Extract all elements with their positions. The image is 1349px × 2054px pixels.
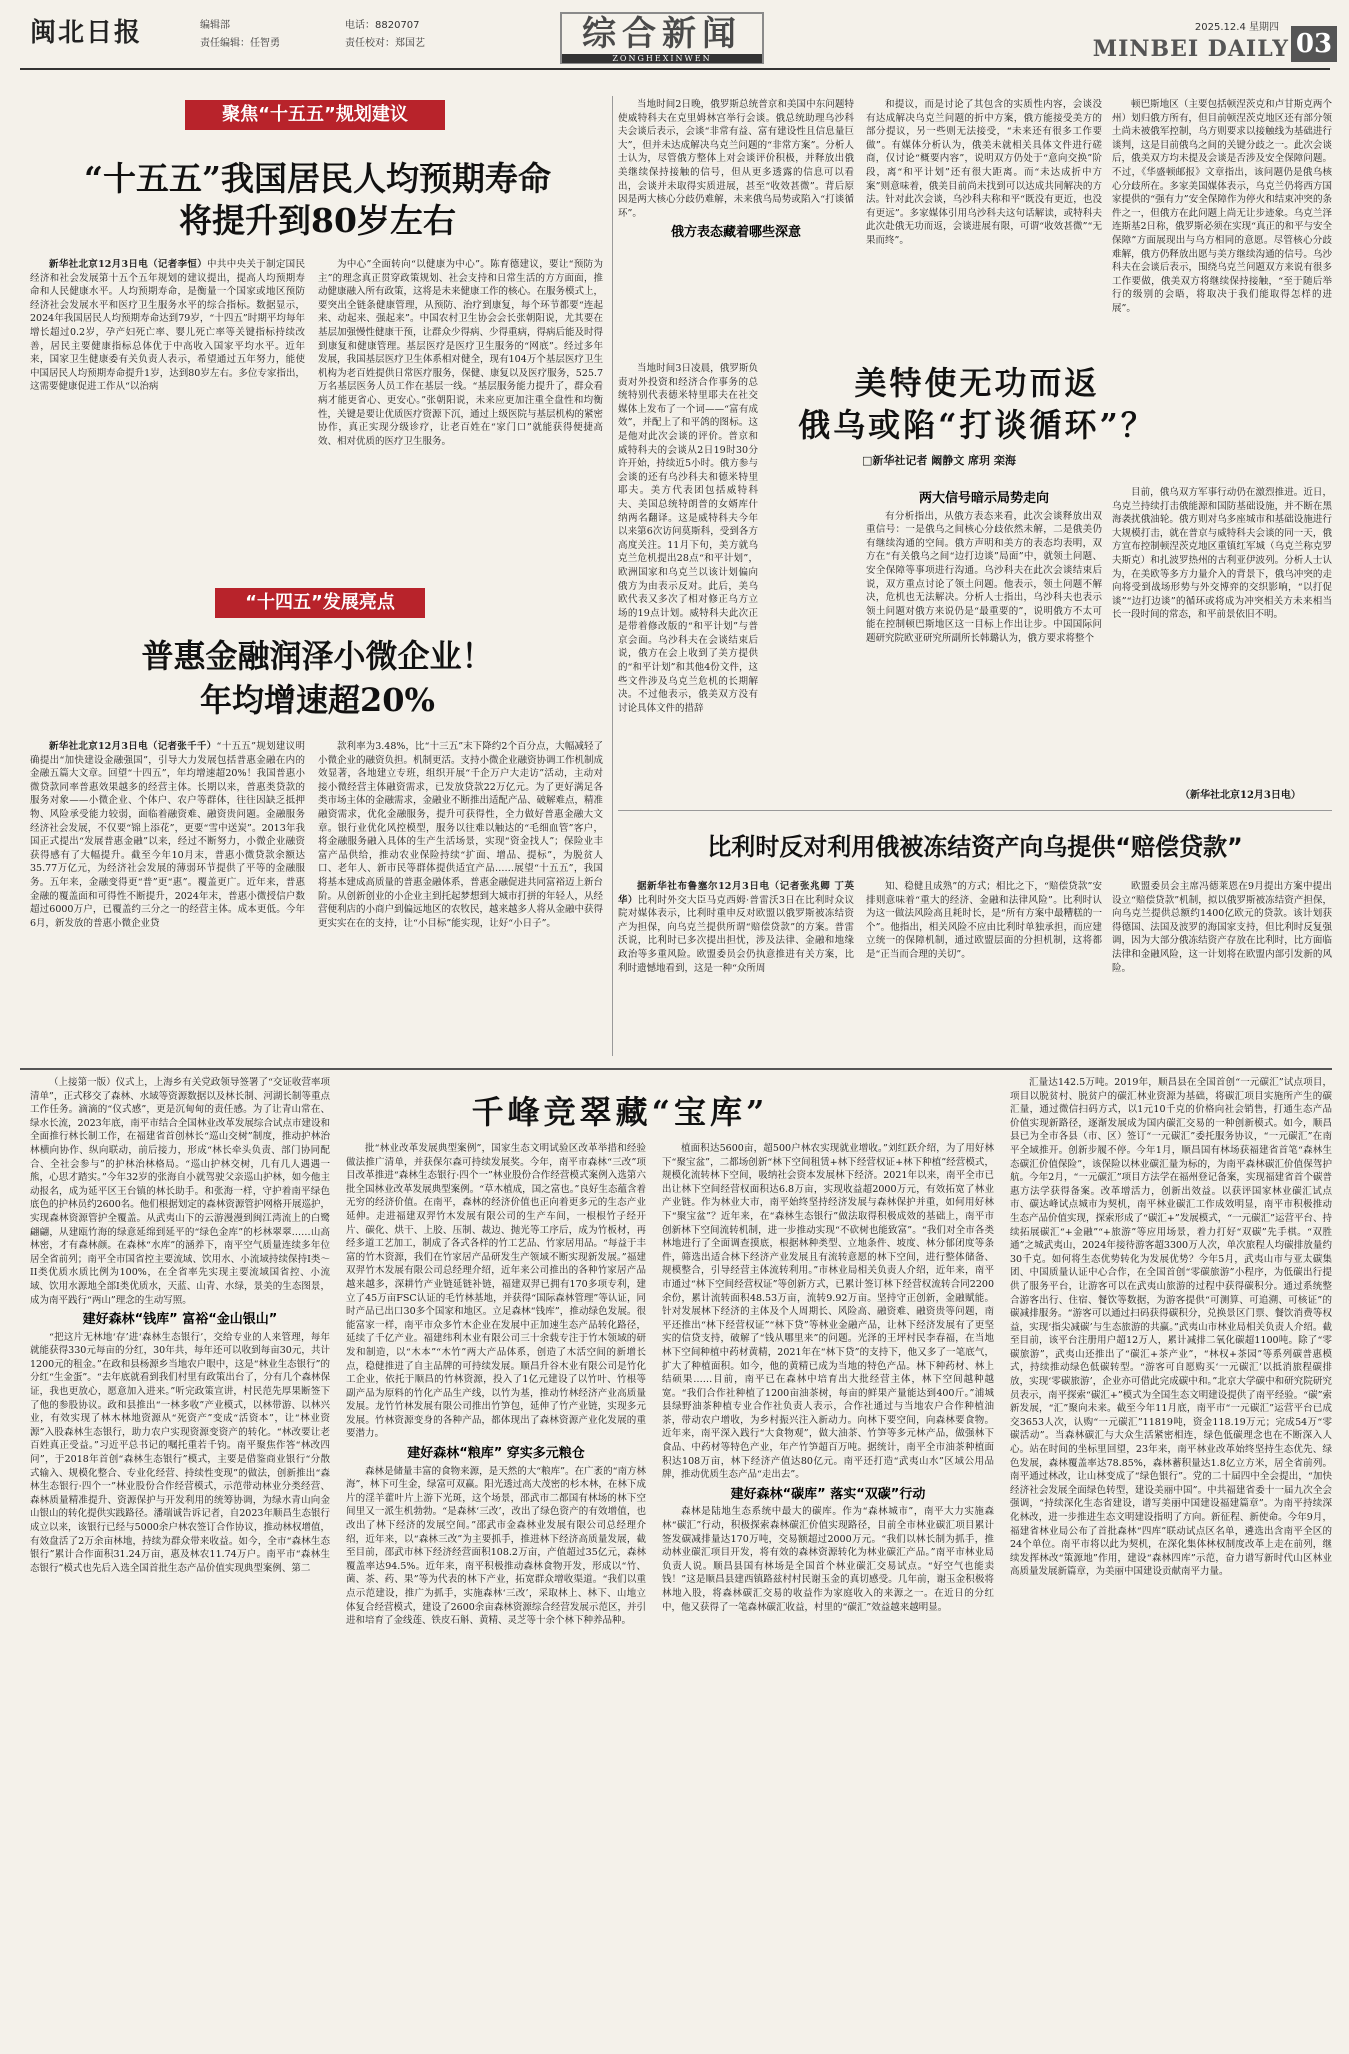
story4-col3 [1112, 880, 1332, 1060]
story5-col1 [30, 1076, 330, 2036]
story3-headline [772, 362, 1182, 446]
paper-name: MINBEI DAILY [1092, 36, 1289, 62]
story1-text1: 中共中央关于制定国民经济和社会发展第十五个五年规划的建议提出，提高人均预期寿命和人民健康水平。人均预期寿命，是衡量一个国家或地区预防经济社会发展水平和医疗卫生服务水平的综合指标。数据显示，2024年我国居民人均预期寿命达到79岁，“十四五”时期平均每年增长超过0.2岁，孕产妇死亡率、婴儿死亡率等关键指标持续改善，居民主要健康指标总体优于中高收入国家平均水平。近年来，国家卫生健康委有关负责人表示，希望通过五年努力，能使中国居民人均预期寿命提升1岁，达到80岁左右。多位专家指出，这需要健康促进工作从“以治病 [30, 259, 305, 393]
story2-col2 [318, 740, 603, 1060]
story3-col1b [618, 362, 758, 812]
story5-subhead2: 建好森林“粮库” 穿实多元粮仓 [407, 1446, 585, 1462]
section-rule [20, 1068, 1332, 1070]
story3-text3b: 目前，俄乌双方军事行动仍在激烈推进。近日，乌克兰持续打击俄能源和国防基础设施，并不断在黑海袭扰俄油轮。俄方则对乌多座城市和基础设施进行大规模打击，就在普京与威特科夫会谈的同一天，俄方宣布控制顿涅茨克地区重镇红军城（乌克兰称克罗夫斯克）和扎波罗热州的古利亚伊波列。分析人士认为，在美欧等多方力量介入的背景下，俄乌冲突的走向将受到战场形势与外交博弈的交织影响，“以打促谈”“边打边谈”的循环或将成为冲突相关方未来相当长一段时间的常态，和平前景依旧不明。 [1112, 487, 1332, 621]
story5-text2: 批“林业改革发展典型案例”，国家生态文明试验区改革举措和经验做法推广清单，并获保尔森可持续发展奖。今年，南平市森林“三改”项目改革推进“森林生态银行·四个一”林业股份合作经营模式案例入选第六批全国林业改革发展典型案例。“草木植成，国之富也。”良好生态蕴含着无穷的经济价值。在南平，森林的经济价值也正向着更多元的生态产业延伸。走进福建双羿竹木发展有限公司的生产车间，一根根竹子经开片、碳化、烘干、上胶、压制、裁边、抛光等工序后，成为竹板材，再经多道工艺加工，制成了各式各样的竹工艺品、竹家居用品。“每益于丰富的竹木资源，我们在竹家居产品研发生产领域不断实现新发展。”福建双羿竹木发展有限公司总经理介绍，近年来公司推出的各种竹家居产品越来越多，深耕竹产业链延链补链，福建双羿已拥有170多项专利，建立了45万亩FSC认证的毛竹林基地，并获得“国际森林管理”等认证，同时产品已出口30多个国家和地区。立足森林“钱库”，推动绿色发展。很能富家一样，南平市众多竹木企业在发展中正加速生态产品转化路径，延续了千亿产业。福建纬利木业有限公司三十余载专注于竹木领域的研发和制造，以“木本”“木竹”两大产品体系，创造了木活空间的新增长点，稳健推进了自主品牌的可持续发展。顺昌升谷木业有限公司是竹化工企业，依托于顺昌的竹林资源，投入了1亿元建设了以竹叶、竹根等副产品为原料的竹化产品生产线，以竹为基，推动竹林经济产业高质量发展。龙竹竹林发展有限公司推出竹笋包，延伸了竹产业链，实现多元发展。竹林资源变身的各种产品，都体现出了森林资源产业化发展的重要潜力。 [346, 1143, 646, 1440]
story3-text2: 和提议，而是讨论了其包含的实质性内容，会谈没有达成解决乌克兰问题的折中方案，俄方能接受美方的部分提议，另一些则无法接受，“未来还有很多工作要做”。有媒体分析认为，俄美未就相关具体文件进行磋商，仅讨论“概要内容”，说明双方仍处于“意向交换”阶段，离“和平计划”还有很大距离。而“未达成折中方案”则意味着，俄美目前尚未找到可以达成共同解决的方法。针对此次会谈，乌沙科夫称和平“既没有更近，也没有更远”。多家媒体引用乌沙科夫这句话解读，或特科夫此次赴俄无功而返，会谈进展有限，可谓“收效甚微”“无果而终”。 [866, 99, 1102, 246]
story4-byline: 据新华社布鲁塞尔12月3日电（记者张兆卿 丁英华） [618, 881, 854, 906]
story3-subhead1: 俄方表态藏着哪些深意 [670, 225, 801, 241]
proofreader-credit: 责任校对：郑国艺 [345, 38, 425, 49]
story3-headline-line1: 美特使无功而返 [854, 364, 1100, 402]
story4-rule [618, 810, 1332, 811]
column-divider [612, 96, 613, 1056]
story5-col4 [1010, 1076, 1332, 2036]
story2-col1 [30, 740, 305, 1060]
story5-headline: 千峰竞翠藏“宝库” [471, 1093, 769, 1131]
story2-headline-line2: 年均增速超20% [200, 681, 435, 719]
story3-col2 [866, 98, 1102, 360]
story2-headline-line1: 普惠金融润泽小微企业！ [141, 637, 494, 675]
story1-headline-line1: “十五五”我国居民人均预期寿命 [84, 159, 551, 198]
story3-text1: 当地时间2日晚，俄罗斯总统普京和美国中东问题特使威特科夫在克里姆林宫举行会谈。俄总统助理乌沙科夫会谈后表示，会谈“非常有益、富有建设性且信息量巨大”，但并未达成解决乌克兰问题的“非常方案”。分析人士认为，尽管俄方整体上对会谈评价积极，并释放出俄美继续保持接触的信号，但从更多透露的信息可以看出，会谈并未取得实质进展，甚至“收效甚微”。背后原因是两大核心分歧仍难解，未来俄乌局势或陷入“打谈循环”。 [618, 99, 854, 219]
story3-byline: □新华社记者 阚静文 席玥 栾海 [862, 454, 1016, 467]
story3-subhead2: 两大信号暗示局势走向 [918, 491, 1049, 506]
story1-kicker: 聚焦“十五五”规划建议 [185, 100, 445, 130]
page-number: 03 [1291, 26, 1337, 62]
story3-col3b [1112, 486, 1332, 786]
story5-text4: 汇量达142.5万吨。2019年，顺昌县在全国首创“一元碳汇”试点项目，项目以脱贫村、脱贫户的碳汇林业资源为基础，将碳汇项目实施所产生的碳汇量，通过微信扫码方式，以1元10千克的价格向社会销售，打通生态产品价值实现新路径，逐渐发展成为国内碳汇交易的一种创新模式。如今，顺昌县已为全市各县（市、区）签订“一元碳汇”委托服务协议，“一元碳汇”在南平全域推开。创新步履不停。今年1月，顺昌国有林场获福建省首笔“森林生态碳汇价值保险”，该保险以林业碳汇量为标的，为南平森林碳汇价值保驾护航。今年2月，“一元碳汇”项目方法学在福州登记备案，实现福建省首个碳普惠方法学获得备案。改革增活力，创新出效益。以获评国家林业碳汇试点市、碳达峰试点城市为契机，南平林业碳汇工作成效明显，南平市积极推动生态产品价值实现，探索形成了“碳汇+”发展模式，“一元碳汇”运营平台、持续拓展碳汇“+金融”“+旅游”等应用场景，着力打好“双碳”先手棋。“双胜通”之城武夷山，2024年接待游客超3300万人次，单次旅程人均碳排放量约30千克。如何将生态优势转化为发展优势？今年5月，武夷山市与亚太碳集团、中国质量认证中心合作，在全国首创“零碳旅游”小程序，为低碳出行提供了服务平台，让游客可以在武夷山旅游的过程中获得碳积分。通过系统整合游客出行、住宿、餐饮等数据，为游客提供“可测算、可追溯、可核证”的碳减排服务。“游客可以通过扫码获得碳积分，兑换景区门票、餐饮消费等权益，实现‘指尖减碳’与生态旅游的共赢。”武夷山市林业局相关负责人介绍。截至目前，该平台注册用户超12万人，累计减排二氧化碳超1100吨。除了“零碳旅游”，武夷山还推出了“碳汇+茶产业”，“林权+茶园”等系列碳普惠模式，持续推动绿色低碳转型。“游客可自愿购买‘一元碳汇’以抵消旅程碳排放，实现‘零碳旅游’，企业亦可借此完成碳中和。”北京大学碳中和研究院研究员表示，南平探索“碳汇+”模式为全国生态文明建设提供了南平经验。“碳”索新发展，“汇”聚向未来。截至今年11月底，南平市“一元碳汇”运营平台已成交3653人次，认购“一元碳汇”11819吨，资金118.19万元；完成54万“零碳活动”。当森林碳汇与大众生活紧密相连，绿色低碳理念也在不断深入人心。站在时间的坐标里回望，23年来，南平林业改革始终坚持生态优先、绿色发展，森林覆盖率达78.85%，森林蓄积量达1.8亿立方米，居全省前列。南平通过林改，让山林变成了“绿色银行”。党的二十届四中全会提出，“加快经济社会发展全面绿色转型，建设美丽中国”。中共福建省委十一届九次全会强调，“持续深化生态省建设，谱写美丽中国建设福建篇章”。为南平持续深化林改，进一步推进生态文明建设指明了方向。新征程、新使命。今年9月，福建省林业局公布了首批森林“四库”联动试点区名单，遴选出含南平全区的24个单位。南平市将以此为契机，在深化集体林权制度改革上走在前列，继续发挥林改“策源地”作用，建设“森林四库”示范，奋力谱写新时代山区林业高质量发展新篇章，为美丽中国建设贡献南平力量。 [1010, 1077, 1332, 1578]
story3-col3 [1112, 98, 1332, 358]
story1-col2 [318, 258, 603, 588]
story4-col2 [866, 880, 1102, 1060]
story4-headline: 比利时反对利用俄被冻结资产向乌提供“赔偿贷款” [707, 833, 1243, 861]
story2-byline: 新华社北京12月3日电（记者张千千） [49, 741, 217, 752]
story1-headline-line2: 将提升到80岁左右 [179, 201, 456, 240]
story4-text2: 知、稳健且成熟”的方式；相比之下，“赔偿贷款”安排则意味着“重大的经济、金融和法律风险”。比利时认为这一做法风险高且耗时长，是“所有方案中最糟糕的一个”。他指出，相关风险不应由比利时单独承担，而应建立统一的保障机制，通过欧盟层面的分担机制，这将都是“正当而合理的关切”。 [866, 881, 1102, 960]
story5-text1: （上接第一版）仪式上，上海乡有关党政领导签署了“交证收营率项清单”，正式移交了森林、水域等资源数据以及林长制、河湖长制等重点工作任务。滴滴的“仪式感”，更是沉甸甸的责任感。为了让青山常在、绿水长流，2023年底，南平市结合全国林业改革发展综合试点市建设和全面推行林长制工作，在福建省首创林长“巡山交树”制度，推动护林治林横向协作、纵向联动，前后接力，形成“林长牵头负责、部门协同配合、全社会参与”的护林治林格局。“巡山护林交树，几有几人遇遇一熊，心思才踏实。”今年32岁的张海自小就驾驶父亲巡山护林，如今他主动报名，成为延平区王台镇的林长助手。和张海一样，守护着南平绿色底色的护林员约2600名。他们根据划定的森林资源管护网格开展巡护，实现森林资源管护全覆盖。从武夷山下的云游漫漫到闽江湾流上的白鹭翩翩，从建瓯竹海的绿意延绵到延平的“绿色金库”的杉林翠翠……山高林密，才有森林颜。在森林“水库”的涵养下，南平空气质量连续多年位居全省前列；南平全市国省控主要流域、饮用水、小流域持续保持I类～II类优质水质比例为100%，在全省率先实现主要流域国省控、小流域、饮用水源地全部I类优质水，天蓝、山青、水绿，景美的生态图景，成为南平践行“两山”理念的生动写照。 [30, 1077, 330, 1306]
story5-subhead3: 建好森林“碳库” 落实“双碳”行动 [730, 1486, 926, 1502]
story5-text3: 植面积达5600亩，超500户林农实现就业增收。”刘红跃介绍，为了用好林下“聚宝盆”，二都场创新“林下空间租赁+林下经营权证+林下种植”经营模式，规模化流转林下空间，吸纳社会资本发展林下经济。2021年以来，南平全市已出让林下空间经营权面积达6.8万亩，实现收益超2000万元，有效拓宽了林业产业链。作为林业大市，南平始终坚持经济发展与森林保护并重，如何用好林下“聚宝盆”？近年来，在“森林生态银行”做法取得积极成效的基础上，南平市创新林下空间流转机制，进一步推动实现“不砍树也能致富”。“我们对全市各类林地进行了全面调查摸底，根据林种类型、立地条件、坡度、林分郁闭度等条件，筛选出适合林下经济产业发展且有流转意愿的林下空间，进行整体储备、规模整合，引导经营主体流转利用。”市林业局相关负责人介绍，近年来，南平市通过“林下空间经营权证”等创新方式，已累计签订林下经营权流转合同2200余份，累计流转面积48.53万亩，流转9.92万亩。坚持守正创新，金融赋能。针对发展林下经济的主体及个人周期长、风险高、融资难、融资贵等问题，南平还推出“林下经营权证”“林下贷”等林业金融产品，让林下经济发展有了更坚实的信贷支持，破解了“钱从哪里来”的问题。光泽的王坪村民李春福，在当地林下空间种植中药材黄精，2021年在“林下贷”的支持下，他又多了一笔底气，扩大了种植面积。如今，他的黄精已成为当地的特色产品。林下种药材、林上结硕果……目前，南平已在森林中培育出大批经营主体，林下空间越种越宽。“我们合作社种植了1200亩油茶树，每亩的鲜果产量能达到400斤。”浦城县绿野油茶种植专业合作社负责人表示，合作社通过与当地农户合作种植油茶，带动农户增收，为乡村振兴注入新动力。向林下要空间，向森林要食物。近年来，南平深入践行“大食物观”，做大油茶、竹笋等多元林产品，做强林下食品、中药材等特色产业，年产竹笋超百万吨。据统计，南平全市油茶种植面积达108万亩，林下经济产值达80亿元。南平还打造“武夷山水”区域公用品牌，推动优质生态产品“走出去”。 [662, 1143, 994, 1481]
story2-kicker: “十四五”发展亮点 [215, 588, 425, 618]
editor-credit: 责任编辑：任智勇 [200, 38, 280, 49]
newspaper-logo: 闽北日报 [30, 18, 143, 48]
issue-date: 2025.12.4 星期四 [1194, 22, 1279, 33]
phone-label: 电话： [345, 20, 375, 31]
story2-text1: “十五五”规划建议明确提出“加快建设金融强国”，引导大力发展包括普惠金融在内的金融五篇大文章。回望“十四五”，年均增速超20%！我国普惠小微贷款同率普惠效果越多的经营主体。长期以来，普惠类贷款的服务对象——小微企业、个体户、农户等群体，往往因缺乏抵押物、风险承受能力较弱，面临着融资难、融资贵问题。金融服务经济社会发展，不仅要“锦上添花”，更要“雪中送炭”。2013年我国正式提出“发展普惠金融”以来，经过不断努力，小微企业融资获得感有了大幅提升。截至今年10月末，普惠小微贷款余额达35.77万亿元，为经济社会发展的薄弱环节提供了平等的金融服务。五年来，金融变得更“普”更“惠”。覆盖更广。近年来，普惠金融的覆盖面和可得性不断提升，2024年末，普惠小微授信户数超过6000万户，已覆盖约三分之一的经营主体。成本更低。今年6月，新发放的普惠小微企业贷 [30, 741, 305, 929]
story3-text3: 顿巴斯地区（主要包括顿涅茨克和卢甘斯克两个州）划归俄方所有，但目前顿涅茨克地区还有部分领土尚未被俄军控制，乌方则要求以接触线为基础进行谈判，这是目前俄乌之间的关键分歧之一。此次会谈后，俄美双方均未提及会谈是否涉及安全保障问题。不过，《华盛顿邮报》文章指出，该问题仍是俄乌核心分歧所在。多家美国媒体表示，乌克兰仍将西方国家提供的“强有力”安全保障作为停火和结束冲突的条件之一，但俄方在此问题上尚无让步迹象。乌克兰泽连斯基2日称，俄罗斯必须在实现“真正的和平与安全保障”方面展现出与乌方相同的意愿。尽管核心分歧难解，俄方仍释放出愿与美方继续沟通的信号。乌沙科夫在会谈后表示，围绕乌克兰问题双方来说有很多工作要做，俄美双方将继续保持接触，“至于随后举行的级别的会晤，将取决于我们能取得怎样的进展”。 [1112, 99, 1332, 314]
story4-text3: 欧盟委员会主席冯德莱恩在9月提出方案中提出设立“赔偿贷款”机制，拟以俄罗斯被冻结资产担保，向乌克兰提供总额约1400亿欧元的贷款。该计划获得德国、法国及波罗的海国家支持，但比利时反复强调，因为大部分俄冻结资产存放在比利时，比方面临法律和金融风险，这一计划将在欧盟内部引发新的风险。 [1112, 881, 1332, 974]
section-title: 综合新闻 [582, 14, 742, 54]
story3-headline-line2: 俄乌或陷“打谈循环”？ [798, 406, 1156, 444]
story1-text2: 为中心”全面转向“以健康为中心”。陈育德建议，要让“预防为主”的理念真正贯穿政策规划、社会支持和日常生活的方方面面，推动健康融入所有政策，这将是未来健康工作的核心。在服务模式上，要突出全链条健康管理，从预防、治疗到康复，每个环节都要“连起来、动起来、强起来”。中国农村卫生协会会长张朝阳说，尤其要在基层加强慢性健康干预，让群众少得病、少得重病，得病后能及时得到康复和健康管理。基层医疗是医疗卫生服务的“网底”。经过多年发展，我国基层医疗卫生体系相对健全，现有104万个基层医疗卫生机构为老百姓提供日常医疗服务，保健、康复以及医疗服务，525.7万名基层医务人员工作在基层一线。“基层服务能力提升了，群众看病才能更省心、更安心。”张朝阳说，未来应更加注重全盘性和均衡性，关键是要让优质医疗资源下沉，通过上级医院与基层机构的紧密协作，真正实现分级诊疗，让老百姓在“家门口”就能获得便捷高效、相对优质的医疗卫生服务。 [318, 259, 603, 447]
story5-col2 [346, 1142, 646, 2036]
phone-number: 8820707 [375, 20, 420, 31]
editorial-label: 编辑部 [200, 20, 230, 31]
story2-text2: 款利率为3.48%，比“十三五”末下降约2个百分点，大幅减轻了小微企业的融资负担。机制更活。支持小微企业融资协调工作机制成效显著，各地建立专班，组织开展“千企万户大走访”活动，主动对接小微经营主体融资需求，已发放贷款22万亿元。为了更好满足各类市场主体的金融需求，金融业不断推出适配产品、破解难点，精准融资需求，优化金融服务，提升可获得性，全力做好普惠金融大文章。银行业优化风控模型，服务以往难以触达的“毛细血管”客户，将金融服务融入具体的生产生活场景，实现“资金找人”；保险业丰富产品供给，推动农业保险持续“扩面、增品、提标”，为脱贫人口、老年人、新市民等群体提供适宜产品……展望“十五五”，我国将基本建成高质量的普惠金融体系，普惠金融促进共同富裕迈上新台阶。从创新创业的小企业主到托起梦想到大城市打拼的年轻人，从经营便利店的小商户到偏远地区的农牧民，越来越多人将从金融中获得更实实在在的支持，让“小目标”能实现，让好“小日子”。 [318, 741, 603, 929]
story5-subhead1: 建好森林“钱库” 富裕“金山银山” [82, 1312, 278, 1328]
story5-col3 [662, 1142, 994, 2036]
story1-col1 [30, 258, 305, 588]
story3-col1 [618, 98, 854, 360]
masthead [0, 0, 1349, 72]
story3-text1b: 当地时间3日凌晨，俄罗斯负责对外投资和经济合作事务的总统特别代表德米特里耶夫在社交媒体上发布了一个词——“富有成效”，并配上了和平鸽的图标。这是他对此次会谈的评价。普京和威特科夫的会谈从2日19时30分许开始，持续近5小时。俄方参与会谈的还有乌沙科夫和德米特里耶夫。美方代表团包括威特科夫、美国总统特朗普的女婿库什纳两名翻译。这是威特科夫今年以来第6次访问莫斯科，受到各方高度关注。11月下旬，美方就乌克兰危机提出28点“和平计划”，欧洲国家和乌克兰以该计划偏向俄方为由表示反对。此后，美乌欧代表又多次了相对修正乌方立场的19点计划。威特科夫此次正是带着修改版的“和平计划”与普京会面。乌沙科夫在会谈结束后说，俄方在会上收到了美方提供的“和平计划”和其他4份文件，这些文件涉及乌克兰危机的长期解决。不过他表示，俄美双方没有讨论具体文件的措辞 [618, 363, 758, 714]
section-banner [560, 12, 764, 64]
story1-headline [30, 158, 605, 242]
story3-col2b [866, 486, 1102, 806]
story4-text1: 比利时外交大臣马克西姆·普雷沃3日在比利时众议院对媒体表示，比利时重申反对欧盟以俄罗斯被冻结资产为担保，向乌克兰提供所谓“赔偿贷款”的方案。普雷沃说，比利时已多次提出担忧，涉及法律、金融和地缘政治等多重风险。欧盟委员会仍执意推进有关方案，比利时遗憾地看到，这是一种“众所周 [618, 894, 854, 974]
story2-headline [30, 634, 605, 722]
story4-col1 [618, 880, 854, 1060]
masthead-rule [20, 68, 1330, 70]
story3-dateline: （新华社北京12月3日电） [1180, 790, 1301, 801]
story5-text2b: 森林是储量丰富的食物来源，是天然的大“粮库”。在广袤的“南方林海”，林下可生金，绿富可双赢。阳光透过高大茂密的杉木林，在林下成片的淫羊藿叶片上游下光斑，这个场景，邵武市二都国有林场的林下空间里又一派生机勃勃。“是森林‘三改’，改出了绿色资产的有效增值，也改出了林下经济的发展空间。”邵武市金森林业发展有限公司总经理介绍，近年来，以“森林三改”为主要抓手，推进林下经济高质量发展，截至目前，邵武市林下经济经营面积108.2万亩，产值超过35亿元，森林覆盖率达94.5%。近年来，南平积极推动森林食物开发，形成以“竹、菌、茶、药、果”等为代表的林下产业，拓宽群众增收渠道。“我们以重点示范建设，推广为抓手，实施森林‘三改’，采取林上、林下、山地立体复合经营模式，建设了2600余亩森林资源综合经营发展示范区，并引进和培育了金线莲、铁皮石斛、黄精、灵芝等十余个林下种养品种。 [346, 1465, 646, 1627]
story3-text2b: 有分析指出，从俄方表态来看，此次会谈释放出双重信号：一是俄乌之间核心分歧依然未解，二是俄美仍有继续沟通的空间。俄方声明和美方的表态均表明，双方在“有关俄乌之间“边打边谈”局面”中，就领土问题、安全保障等事项进行沟通。乌沙科夫在此次会谈结束后说，双方重点讨论了领土问题。他表示，领土问题不解决，危机也无法解决。分析人士指出，乌沙科夫也表示领土问题对俄方来说仍是“最重要的”，说明俄方不太可能在控制顿巴斯地区这一目标上作出让步。中国国际问题研究院欧亚研究所副所长韩璐认为，俄方要求将整个 [866, 510, 1102, 644]
story5-text3b: 森林是陆地生态系统中最大的碳库。作为“森林城市”，南平大力实施森林“碳汇”行动，积极探索森林碳汇价值实现路径，目前全市林业碳汇项目累计签发碳减排量达170万吨，交易额超过2000万元。“我们以林长制为抓手，推动林业碳汇项目开发，将有效的森林资源转化为林业碳汇产品。”南平市林业局负责人说。顺昌县国有林场是全国首个林业碳汇交易试点。“好空气也能卖钱！”这是顺昌县建西镇路兹村村民谢玉金的真切感受。几年前，谢玉金积极将林地入股，将森林碳汇交易的收益作为家庭收入的来源之一。在近日的分红中，他又获得了一笔森林碳汇收益，村里的“碳汇”效益越来越明显。 [662, 1506, 994, 1613]
story1-byline: 新华社北京12月3日电（记者李恒） [49, 259, 208, 270]
section-pinyin: ZONGHEXINWEN [562, 54, 762, 63]
story5-text1b: “把这片无林地‘存’进‘森林生态银行’，交给专业的人来管理，每年就能获得330元每亩的分红，30年共，每年还可以收到每亩30元，共计1200元的租金。”在政和县杨源乡当地农户眼中，这是“林业生态银行”的分红“生金蛋”。“去年底就看到我们村里有政策出台了，分有几个森林保证，我也更放心，愿意加入进来。”听完政策宣讲，村民范先厚果断签下了他的参股协议。政和县推出“一林多收”产业模式，以林带游、以林兴业，有效实现了林木林地资源从“死资产”变成“活资本”，让“林业资源”入股森林生态银行，助力农户实现资源变资产的转化。“林改要让老百姓真正受益。”习近平总书记的嘱托重若千钧。南平聚焦作答“林改四问”，于2018年首创“森林生态银行”模式，主要是借鉴商业银行“分散式输入、规模化整合、专业化经营、持续性变现”的做法，创新推出“森林生态银行·四个一”林业股份合作经营模式，示范带动林业分类经营、森林质量精准提升、资源保护与开发利用的统筹协调，为绿水青山向金山银山的转化提供实践路径。潘端诚告诉记者，自2023年顺昌生态银行成立以来，该银行已经与5000余户林农签订合作协议，推动林权增值，有效盘活了2万余亩林地，持续为群众带来收益。如今，全市“森林生态银行”累计合作面积31.24万亩，惠及林农11.74万户。南平市“森林生态银行”模式也先后入选全国首批生态产品价值实现典型案例、第二 [30, 1331, 330, 1574]
